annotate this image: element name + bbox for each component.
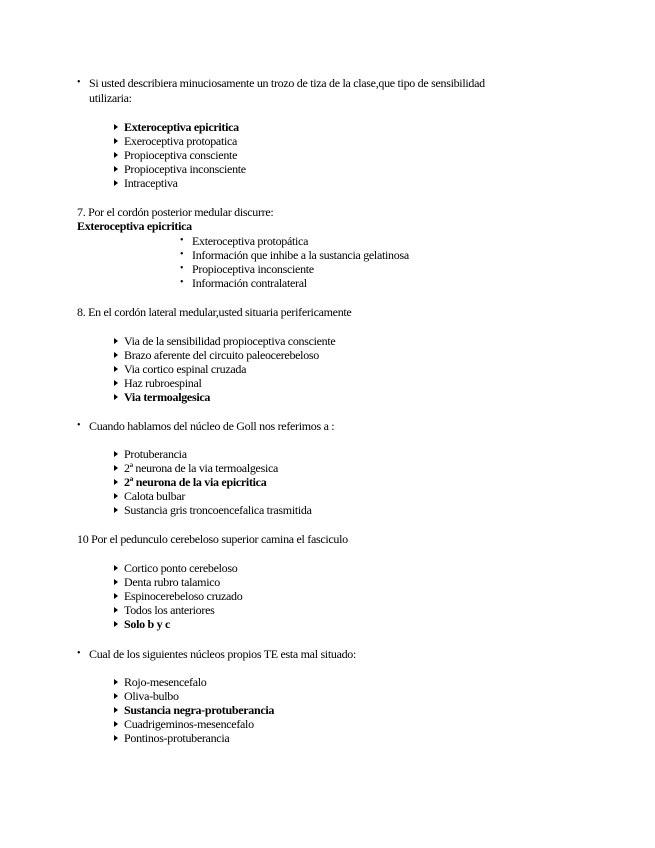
option-item: Via de la sensibilidad propioceptiva consciente — [124, 334, 336, 348]
option-item: Via termoalgesica — [124, 390, 211, 404]
arrow-bullet-icon — [114, 465, 118, 471]
arrow-bullet-icon — [114, 721, 118, 727]
arrow-bullet-icon — [114, 593, 118, 599]
option-item: Cortico ponto cerebeloso — [124, 561, 238, 575]
option-item: 2ª neurona de la via termoalgesica — [124, 461, 279, 475]
option-item: Intraceptiva — [124, 176, 178, 190]
option-item: Propioceptiva inconsciente — [124, 162, 246, 176]
arrow-bullet-icon — [114, 479, 118, 485]
question-text: Cual de los siguientes núcleos propios TE esta mal situado: — [89, 647, 357, 661]
arrow-bullet-icon — [114, 493, 118, 499]
bullet-dot: • — [77, 648, 81, 659]
option-item: Información que inhibe a la sustancia gelatinosa — [192, 248, 409, 262]
arrow-bullet-icon — [114, 352, 118, 358]
option-item: Sustancia negra-protuberancia — [124, 703, 275, 717]
option-item: Propioceptiva consciente — [124, 148, 238, 162]
arrow-bullet-icon — [114, 138, 118, 144]
answer-text: Exteroceptiva epicritica — [77, 219, 192, 233]
question-text: 7. Por el cordón posterior medular discurre: — [77, 205, 274, 219]
option-item: Oliva-bulbo — [124, 689, 179, 703]
arrow-bullet-icon — [114, 451, 118, 457]
arrow-bullet-icon — [114, 565, 118, 571]
question-text: 10 Por el pedunculo cerebeloso superior camina el fasciculo — [77, 532, 348, 546]
arrow-bullet-icon — [114, 124, 118, 130]
bullet-dot: • — [180, 235, 184, 246]
option-item: Exeroceptiva protopatica — [124, 134, 238, 148]
option-item: Rojo-mesencefalo — [124, 675, 207, 689]
option-item: Pontinos-protuberancia — [124, 731, 230, 745]
option-item: Denta rubro talamico — [124, 575, 220, 589]
option-item: Calota bulbar — [124, 489, 186, 503]
option-item: 2ª neurona de la via epicritica — [124, 475, 267, 489]
arrow-bullet-icon — [114, 166, 118, 172]
option-item: Protuberancia — [124, 447, 187, 461]
bullet-dot: • — [77, 420, 81, 431]
arrow-bullet-icon — [114, 152, 118, 158]
arrow-bullet-icon — [114, 366, 118, 372]
arrow-bullet-icon — [114, 338, 118, 344]
question-text: Cuando hablamos del núcleo de Goll nos referimos a : — [89, 419, 335, 433]
bullet-dot: • — [180, 277, 184, 288]
option-item: Exteroceptiva protopática — [192, 234, 309, 248]
option-item: Información contralateral — [192, 276, 307, 290]
option-item: Propioceptiva inconsciente — [192, 262, 314, 276]
question-text: Si usted describiera minuciosamente un trozo de tiza de la clase,que tipo de sensibilidad — [89, 76, 485, 90]
arrow-bullet-icon — [114, 707, 118, 713]
option-item: Sustancia gris troncoencefalica trasmitida — [124, 503, 312, 517]
option-item: Exteroceptiva epicritica — [124, 120, 239, 134]
question-text: 8. En el cordón lateral medular,usted situaria perifericamente — [77, 305, 352, 319]
option-item: Todos los anteriores — [124, 603, 215, 617]
bullet-dot: • — [77, 77, 81, 88]
arrow-bullet-icon — [114, 394, 118, 400]
arrow-bullet-icon — [114, 380, 118, 386]
arrow-bullet-icon — [114, 693, 118, 699]
arrow-bullet-icon — [114, 180, 118, 186]
question-text-continued: utilizaria: — [89, 91, 132, 105]
option-item: Via cortico espinal cruzada — [124, 362, 247, 376]
option-item: Brazo aferente del circuito paleocerebeloso — [124, 348, 319, 362]
arrow-bullet-icon — [114, 735, 118, 741]
bullet-dot: • — [180, 249, 184, 260]
arrow-bullet-icon — [114, 579, 118, 585]
option-item: Solo b y c — [124, 617, 171, 631]
option-item: Haz rubroespinal — [124, 376, 202, 390]
arrow-bullet-icon — [114, 621, 118, 627]
arrow-bullet-icon — [114, 507, 118, 513]
option-item: Espinocerebeloso cruzado — [124, 589, 243, 603]
arrow-bullet-icon — [114, 607, 118, 613]
option-item: Cuadrigeminos-mesencefalo — [124, 717, 254, 731]
bullet-dot: • — [180, 263, 184, 274]
arrow-bullet-icon — [114, 679, 118, 685]
